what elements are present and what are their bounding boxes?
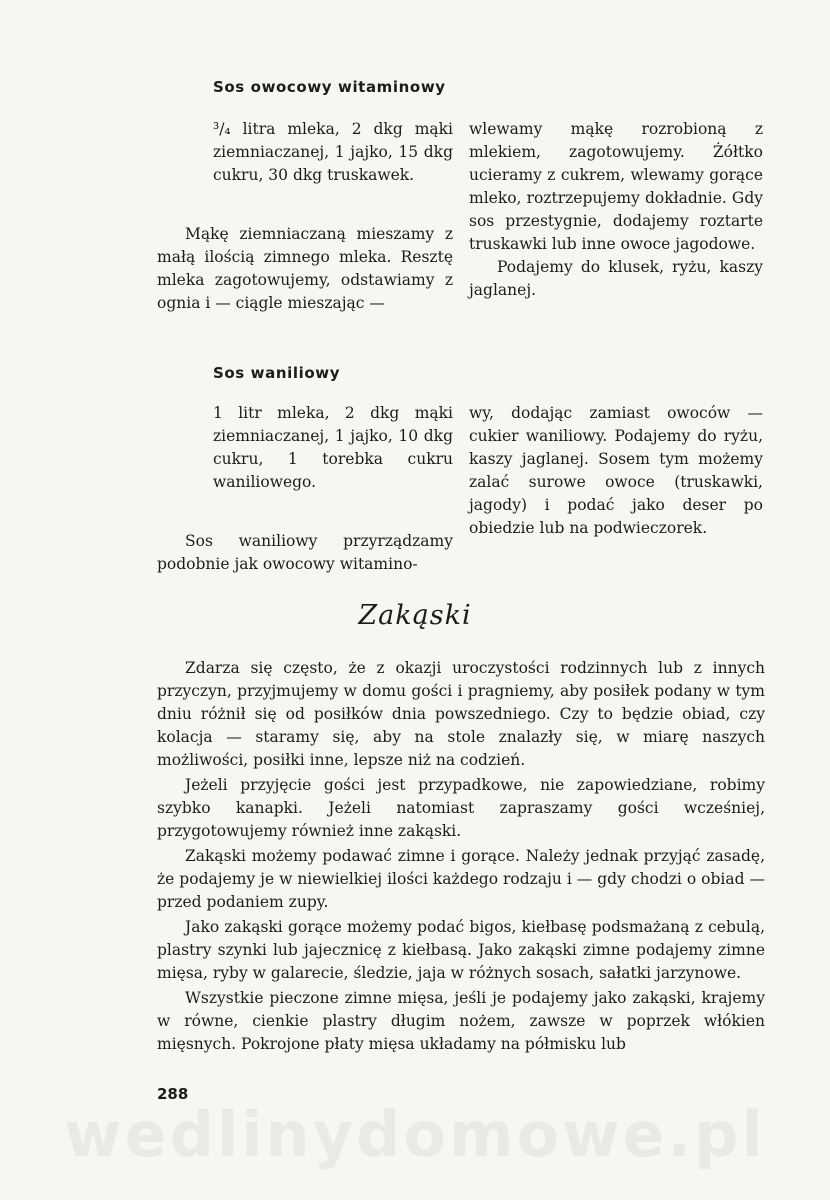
recipe-right-column — [469, 402, 763, 540]
method-paragraph: Mąkę ziemniaczaną mieszamy z małą ilością zimnego mleka. Resztę mleka zagotowujemy, odstawiamy z ognia i — ciągle mieszając — — [157, 225, 453, 312]
recipe-title-sos-waniliowy: Sos waniliowy — [213, 364, 341, 382]
method-paragraph-continued: wy, dodając zamiast owoców — cukier waniliowy. Podajemy do ryżu, kaszy jaglanej. Sosem tym możemy zalać surowe owoce (truskawki, jagody) i podać jako deser po obiedzie lub na podwieczorek. — [469, 404, 763, 537]
body-paragraph: Wszystkie pieczone zimne mięsa, jeśli je podajemy jako zakąski, krajemy w równe, cienkie plastry długim nożem, zawsze w poprzek włókien mięsnych. Pokrojone płaty mięsa układamy na półmisku lub — [157, 989, 765, 1053]
body-paragraph: Zdarza się często, że z okazji uroczystości rodzinnych lub z innych przyczyn, przyjmujemy w domu gości i pragniemy, aby posiłek podany w tym dniu różnił się od posiłków dnia powszedniego. Czy to będzie obiad, czy kolacja — staramy się, aby na stole znalazły się, w miarę naszych możliwości, posiłki inne, lepsze niż na codzień. — [157, 659, 765, 769]
ingredients-list: ³/₄ litra mleka, 2 dkg mąki ziemniaczanej, 1 jajko, 15 dkg cukru, 30 dkg truskawek. — [213, 120, 453, 184]
section-title: Zakąski — [358, 600, 472, 631]
recipe-left-column — [157, 402, 453, 576]
page-number: 288 — [157, 1085, 189, 1103]
method-paragraph: Sos waniliowy przyrządzamy podobnie jak owocowy witamino- — [157, 532, 453, 573]
body-paragraph: Jako zakąski gorące możemy podać bigos, kiełbasę podsmażaną z cebulą, plastry szynki lub jajecznicę z kiełbasą. Jako zakąski zimne podajemy zimne mięsa, ryby w galarecie, śledzie, jaja w różnych sosach, sałatki jarzynowe. — [157, 918, 765, 982]
ingredients-list: 1 litr mleka, 2 dkg mąki ziemniaczanej, 1 jajko, 10 dkg cukru, 1 torebka cukru waniliowego. — [213, 404, 453, 491]
watermark: wedlinydomowe.pl — [64, 1098, 766, 1171]
serving-paragraph: Podajemy do klusek, ryżu, kaszy jaglanej. — [469, 258, 763, 299]
body-paragraph: Jeżeli przyjęcie gości jest przypadkowe, nie zapowiedziane, robimy szybko kanapki. Jeżeli natomiast zapraszamy gości wcześniej, przygotowujemy również inne zakąski. — [157, 776, 765, 840]
recipe-right-column — [469, 118, 763, 302]
recipe-title-sos-owocowy: Sos owocowy witaminowy — [213, 78, 446, 96]
recipe-left-column — [157, 118, 453, 315]
body-paragraph: Zakąski możemy podawać zimne i gorące. Należy jednak przyjąć zasadę, że podajemy je w niewielkiej ilości każdego rodzaju i — gdy chodzi o obiad — przed podaniem zupy. — [157, 847, 765, 911]
section-body — [157, 657, 765, 1058]
method-paragraph-continued: wlewamy mąkę rozrobioną z mlekiem, zagotowujemy. Żółtko ucieramy z cukrem, wlewamy gorące mleko, roztrzepujemy dokładnie. Gdy sos przestygnie, dodajemy roztarte truskawki lub inne owoce jagodowe. — [469, 120, 763, 253]
